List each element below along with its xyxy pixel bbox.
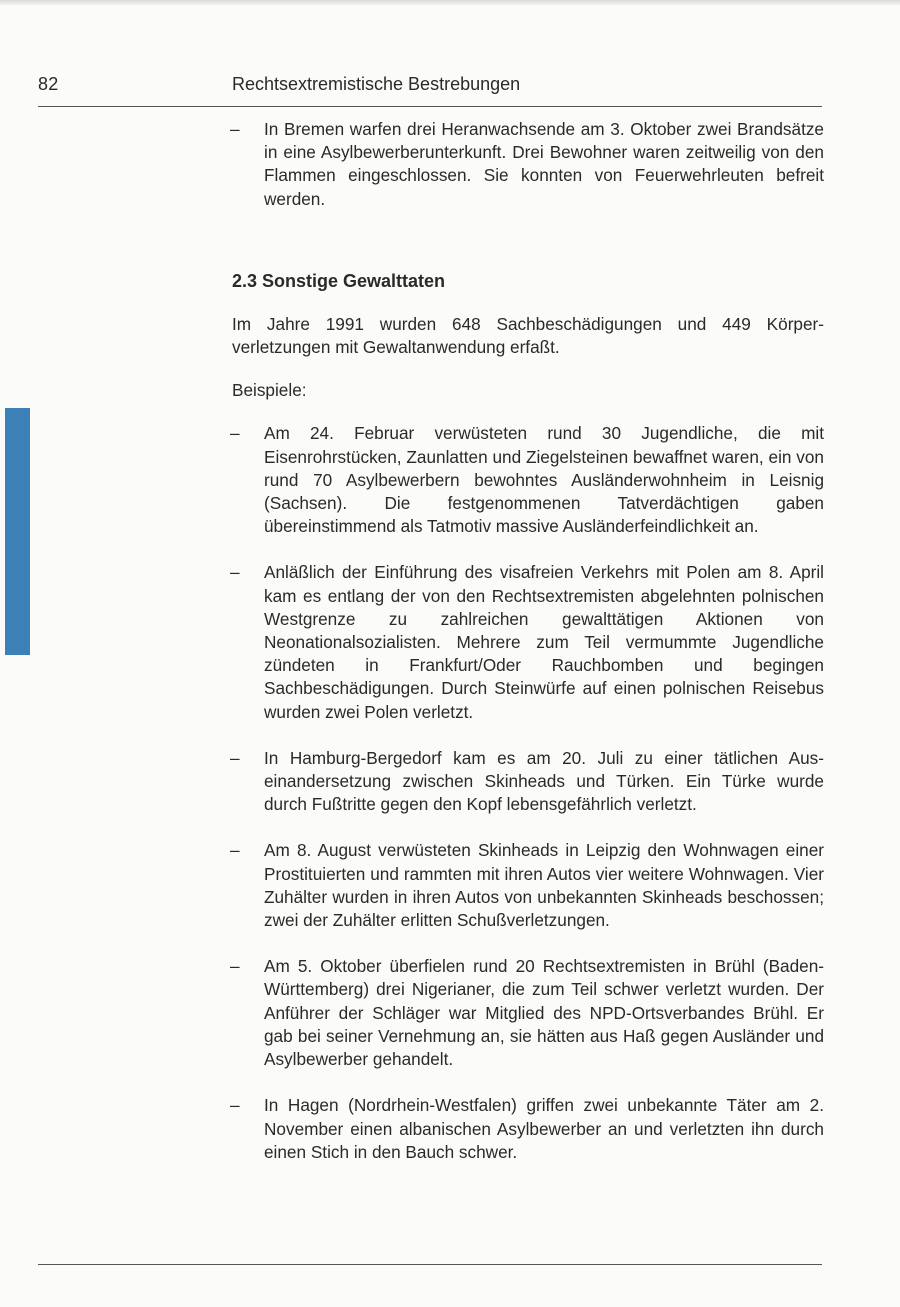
list-item-text: In Hagen (Nordrhein-Westfalen) griffen zwei unbekannte Täter am 2. November einen albanischen Asylbewerber an und verletzten ihn durch einen Stich in den Bauch schwer.: [264, 1095, 824, 1162]
dash-bullet: –: [230, 1095, 240, 1116]
dash-bullet: –: [230, 840, 240, 861]
margin-color-marker: [5, 408, 30, 655]
list-item-text: Am 24. Februar verwüsteten rund 30 Jugendliche, die mit Eisenrohrstücken, Zaunlatten und Ziegelsteinen bewaffnet waren, ein von rund 70 Asylbewerbern bewohntes Ausländerwohnheim in Leisnig (Sachsen). Die festgenommenen Tatverdächtigen gaben übereinstimmend als Tatmotiv massive Ausländerfeindlichkeit an.: [264, 423, 824, 537]
list-item: [232, 1094, 824, 1164]
page-content: [232, 118, 824, 1164]
list-item-text: In Hamburg-Bergedorf kam es am 20. Juli zu einer tätlichen Auseinandersetzung zwischen Skinheads und Türken. Ein Türke wurde durch Fußtritte gegen den Kopf lebensgefährlich verletzt.: [264, 747, 824, 815]
list-item-text: Am 8. August verwüsteten Skinheads in Leipzig den Wohnwagen einer Prostituierten und rammten mit ihren Autos vier weitere Wohnwagen. Vier Zuhälter wurden in ihren Autos von unbekannten Skinheads beschossen; zwei der Zuhälter erlitten Schußverletzungen.: [264, 840, 824, 931]
running-header: Rechtsextremistische Bestrebungen: [232, 74, 521, 94]
dash-bullet: –: [230, 747, 240, 768]
list-item: [232, 118, 824, 211]
list-item-text: In Bremen warfen drei Heranwachsende am 3. Oktober zwei Brandsätze in eine Asylbewerberunterkunft. Drei Bewohner waren zeitweilig von den Flammen eingeschlossen. Sie konnten von Feuerwehrleuten befreit werden.: [264, 119, 824, 209]
intro-paragraph: Im Jahre 1991 wurden 648 Sachbeschädigungen und 449 Körperverletzungen mit Gewaltanwendung erfaßt.: [232, 313, 824, 358]
dash-bullet: –: [230, 956, 240, 977]
examples-label: Beispiele:: [232, 380, 307, 401]
page-number: 82: [38, 74, 59, 94]
footer-rule: [38, 1264, 822, 1265]
list-item: [232, 955, 824, 1071]
list-item-text: Anläßlich der Einführung des visafreien Verkehrs mit Polen am 8. April kam es entlang der von den Rechtsextremisten abgelehnten polnischen Westgrenze zu zahlreichen gewalttätigen Aktionen von Neonationalsozialisten. Mehrere zum Teil vermummte Jugendliche zündeten in Frankfurt/Oder Rauchbomben und begingen Sachbeschädigungen. Durch Steinwürfe auf einen polnischen Reisebus wurden zwei Polen verletzt.: [264, 562, 824, 722]
list-item: [232, 561, 824, 723]
dash-bullet: –: [230, 119, 240, 139]
section-heading: 2.3 Sonstige Gewalttaten: [232, 270, 446, 291]
list-item: [232, 839, 824, 932]
scan-top-shadow: [0, 0, 900, 6]
list-item: [232, 747, 824, 817]
header-rule: [38, 106, 822, 107]
list-item: [232, 422, 824, 538]
dash-bullet: –: [230, 423, 240, 444]
list-item-text: Am 5. Oktober überfielen rund 20 Rechtsextremisten in Brühl (Baden-Württemberg) drei Nigerianer, die zum Teil schwer verletzt wurden. Der Anführer der Schläger war Mitglied des NPD-Ortsverbandes Brühl. Er gab bei seiner Vernehmung an, sie hätten aus Haß gegen Ausländer und Asylbewerber gehandelt.: [264, 956, 824, 1070]
dash-bullet: –: [230, 562, 240, 583]
